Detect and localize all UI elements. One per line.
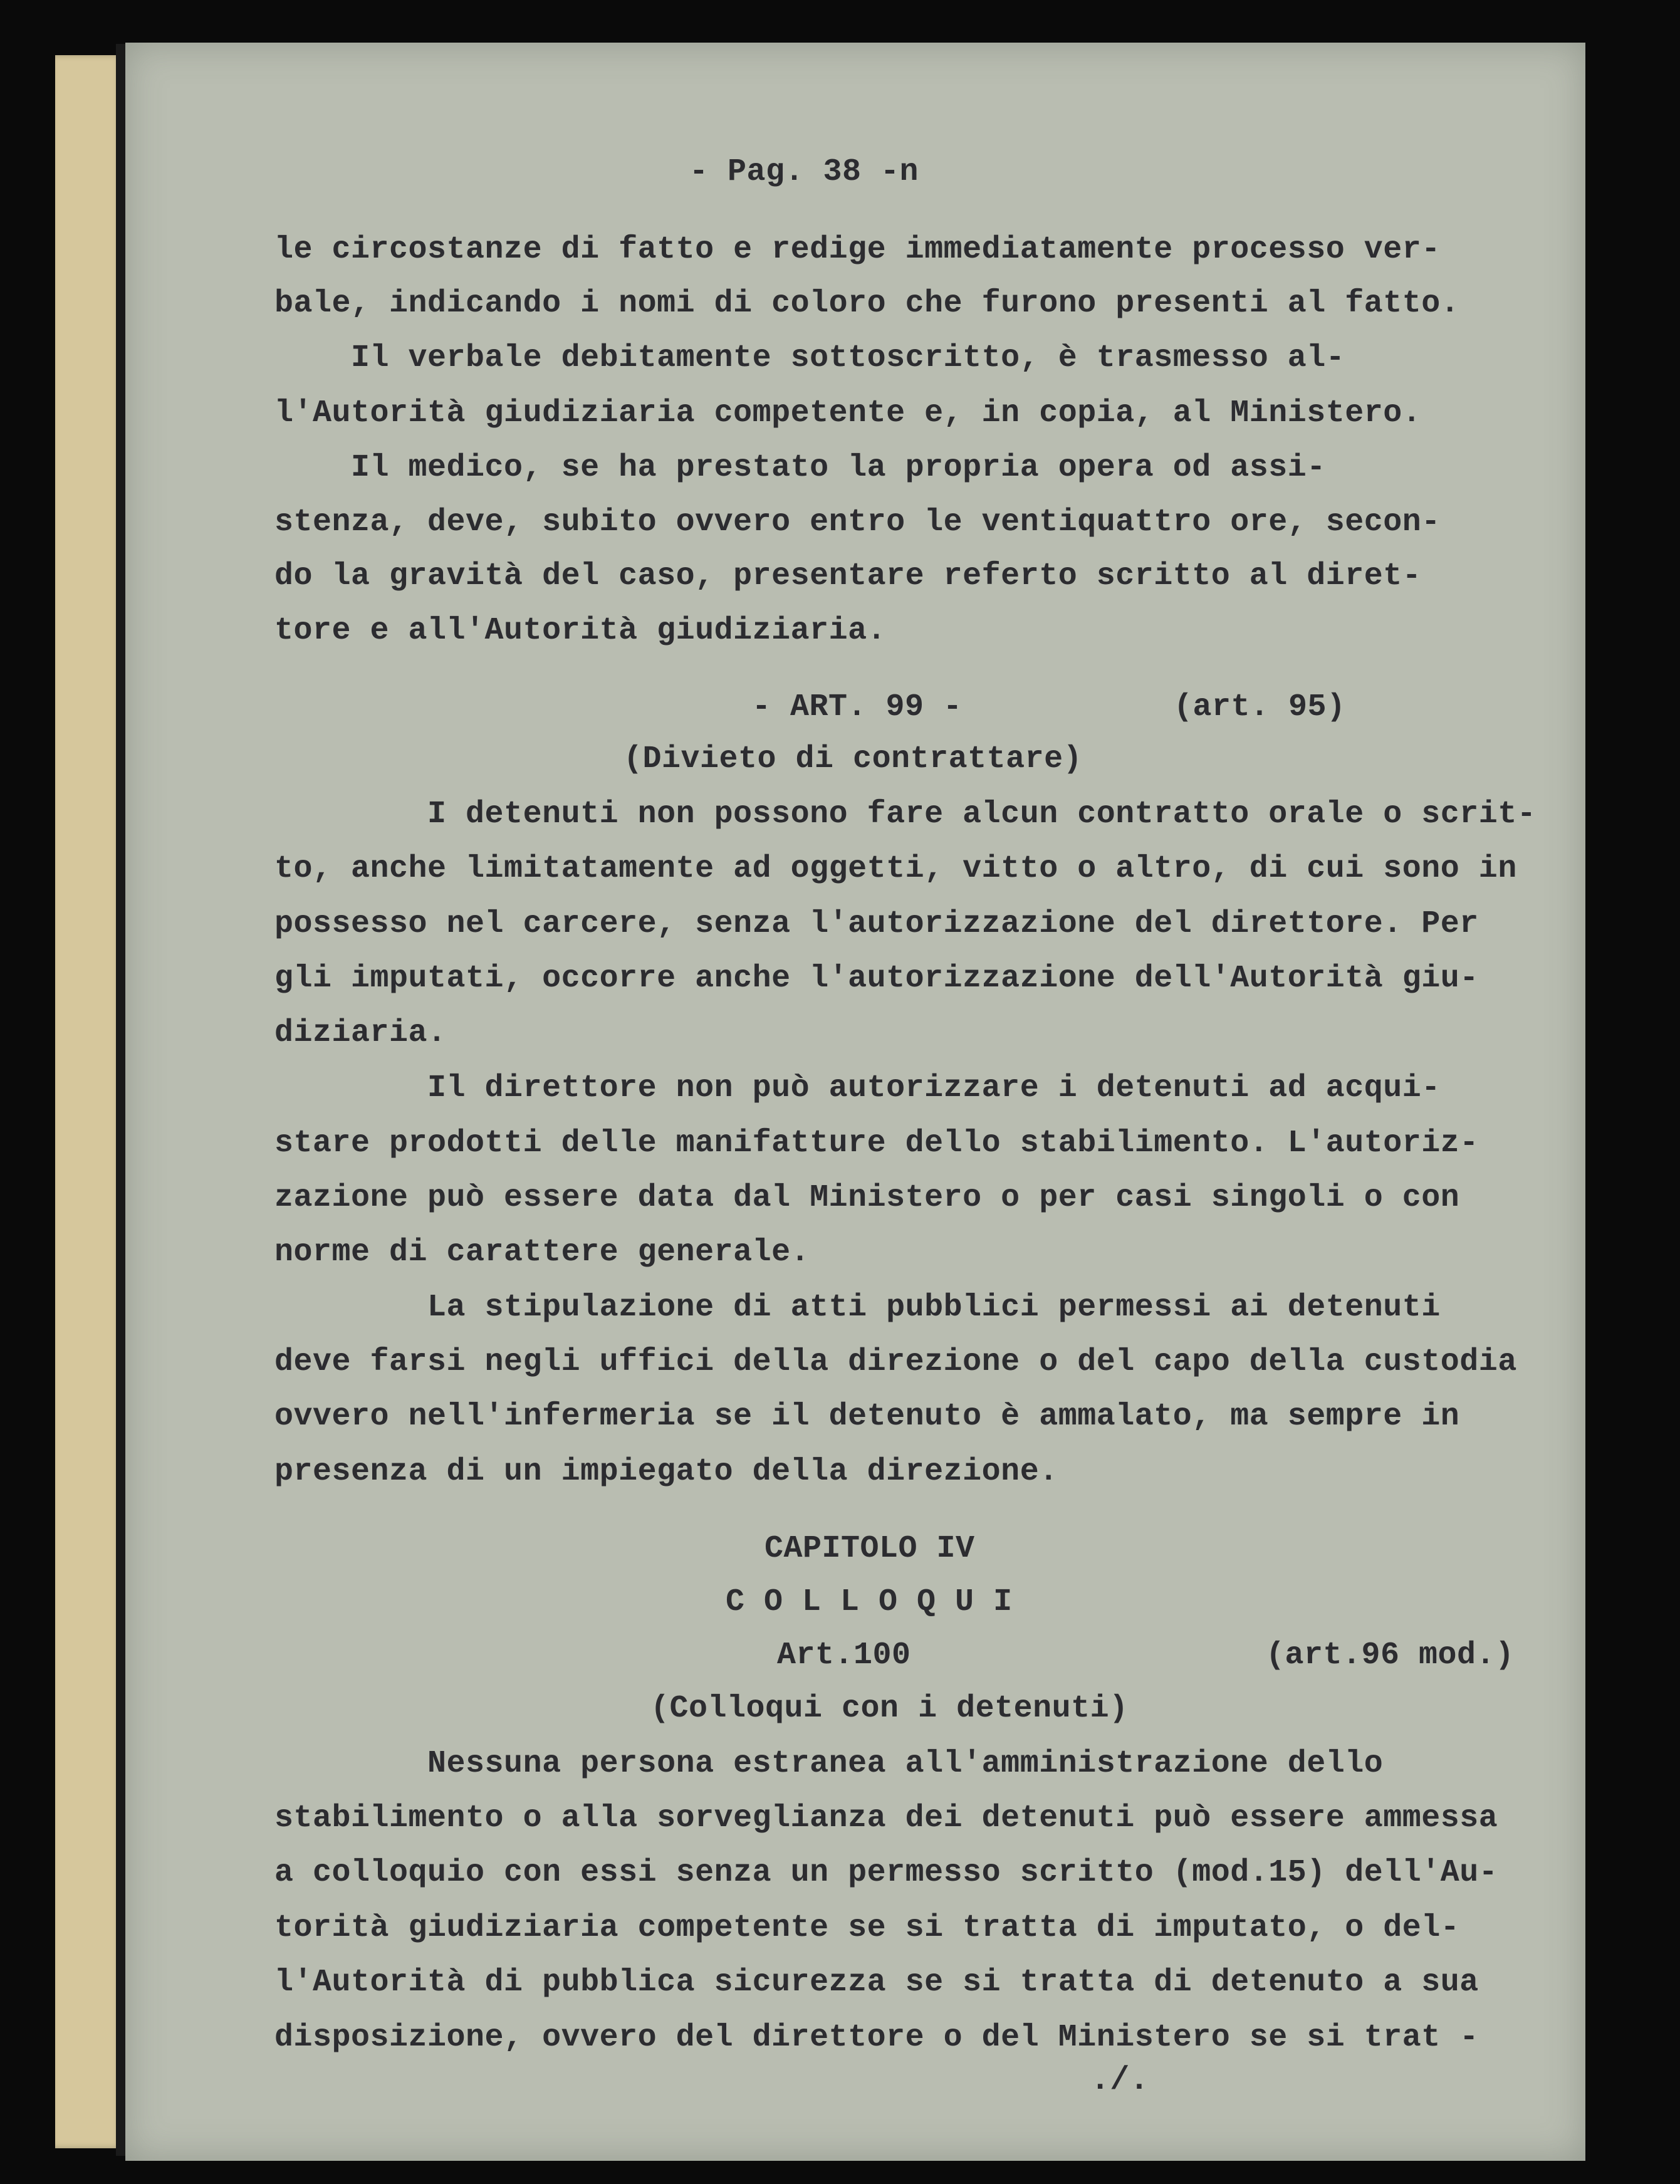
text-line: disposizione, ovvero del direttore o del Ministero se si trat -: [274, 2020, 1479, 2056]
text-line: La stipulazione di atti pubblici permessi ai detenuti: [274, 1290, 1441, 1325]
article-subtitle: (Divieto di contrattare): [623, 741, 1083, 777]
text-line: stabilimento o alla sorveglianza dei detenuti può essere ammessa: [274, 1800, 1498, 1836]
chapter-label: CAPITOLO IV: [764, 1531, 975, 1567]
text-line: torità giudiziaria competente se si tratta di imputato, o del-: [274, 1910, 1460, 1946]
text-line: Il direttore non può autorizzare i detenuti ad acqui-: [274, 1070, 1441, 1106]
article-subtitle: (Colloqui con i detenuti): [650, 1691, 1129, 1727]
text-line: gli imputati, occorre anche l'autorizzazione dell'Autorità giu-: [274, 961, 1479, 996]
text-line: stare prodotti delle manifatture dello stabilimento. L'autoriz-: [274, 1126, 1479, 1161]
text-line: Il verbale debitamente sottoscritto, è trasmesso al-: [274, 340, 1345, 376]
typed-page: [125, 43, 1585, 2161]
text-line: zazione può essere data dal Ministero o per casi singoli o con: [274, 1180, 1460, 1216]
text-line: presenza di un impiegato della direzione.: [274, 1454, 1058, 1490]
article-reference: (art. 95): [1174, 689, 1346, 725]
text-line: tore e all'Autorità giudiziaria.: [274, 613, 887, 649]
text-line: stenza, deve, subito ovvero entro le ventiquattro ore, secon-: [274, 504, 1441, 540]
text-line: Il medico, se ha prestato la propria opera od assi-: [274, 450, 1326, 486]
underlying-sheet-edge: [55, 55, 123, 2148]
text-line: do la gravità del caso, presentare referto scritto al diret-: [274, 558, 1422, 594]
chapter-title: C O L L O Q U I: [726, 1584, 1013, 1620]
article-heading: - ART. 99 -: [752, 689, 963, 725]
article-heading: Art.100: [777, 1638, 911, 1673]
text-line: deve farsi negli uffici della direzione o del capo della custodia: [274, 1344, 1517, 1380]
text-line: Nessuna persona estranea all'amministrazione dello: [274, 1746, 1384, 1782]
text-line: le circostanze di fatto e redige immediatamente processo ver-: [274, 232, 1441, 268]
text-line: l'Autorità giudiziaria competente e, in copia, al Ministero.: [274, 395, 1422, 431]
text-line: possesso nel carcere, senza l'autorizzazione del direttore. Per: [274, 906, 1479, 942]
text-line: a colloquio con essi senza un permesso scritto (mod.15) dell'Au-: [274, 1855, 1498, 1891]
continuation-mark: ./.: [1090, 2062, 1149, 2099]
text-line: to, anche limitatamente ad oggetti, vitto o altro, di cui sono in: [274, 851, 1517, 887]
text-line: norme di carattere generale.: [274, 1235, 810, 1270]
text-line: diziaria.: [274, 1015, 447, 1051]
text-line: ovvero nell'infermeria se il detenuto è ammalato, ma sempre in: [274, 1399, 1460, 1434]
article-reference: (art.96 mod.): [1266, 1638, 1515, 1673]
text-line: I detenuti non possono fare alcun contratto orale o scrit-: [274, 797, 1537, 832]
text-line: l'Autorità di pubblica sicurezza se si tratta di detenuto a sua: [274, 1965, 1479, 2000]
page-header: - Pag. 38 -n: [689, 154, 919, 190]
text-line: bale, indicando i nomi di coloro che furono presenti al fatto.: [274, 286, 1460, 321]
